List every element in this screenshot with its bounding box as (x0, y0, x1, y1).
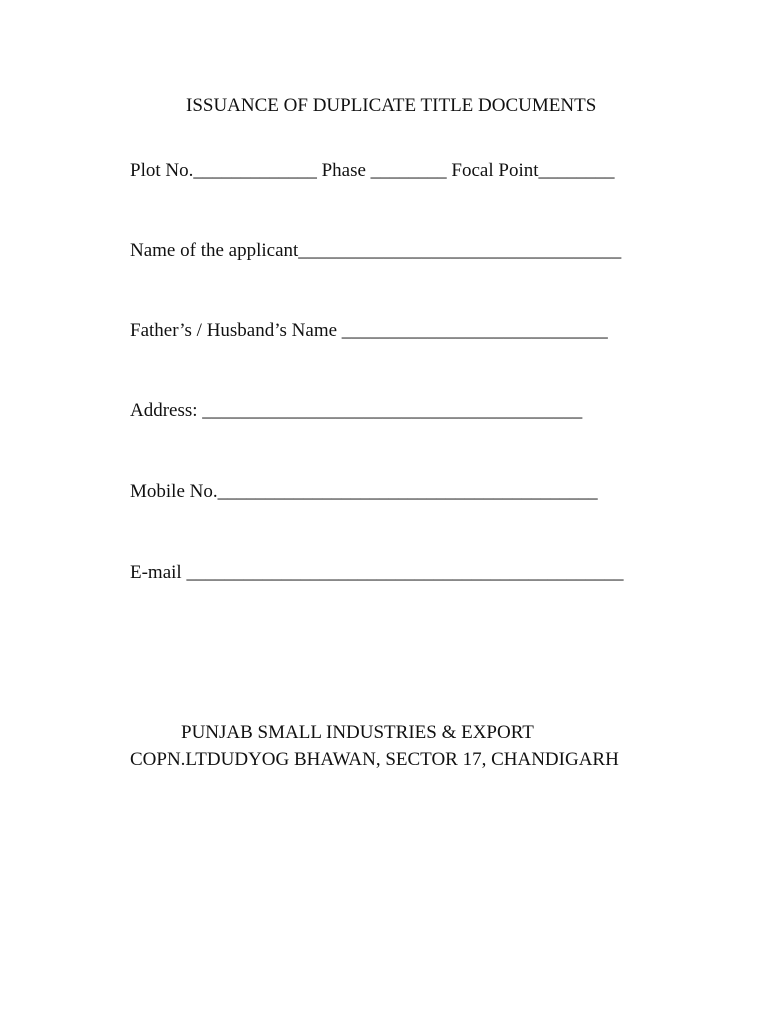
email-field[interactable]: E-mail ______________________________________________ (130, 562, 624, 583)
address-field[interactable]: Address: ________________________________________ (130, 400, 583, 421)
footer-address-line: COPN.LTDUDYOG BHAWAN, SECTOR 17, CHANDIGARH (130, 749, 619, 770)
father-husband-name-field[interactable]: Father’s / Husband’s Name ____________________________ (130, 320, 608, 341)
plot-phase-focal-point-field[interactable]: Plot No._____________ Phase ________ Focal Point________ (130, 160, 615, 181)
form-title: ISSUANCE OF DUPLICATE TITLE DOCUMENTS (186, 95, 597, 116)
mobile-number-field[interactable]: Mobile No.________________________________________ (130, 481, 598, 502)
applicant-name-field[interactable]: Name of the applicant__________________________________ (130, 240, 622, 261)
footer-organization-line: PUNJAB SMALL INDUSTRIES & EXPORT (181, 722, 534, 743)
